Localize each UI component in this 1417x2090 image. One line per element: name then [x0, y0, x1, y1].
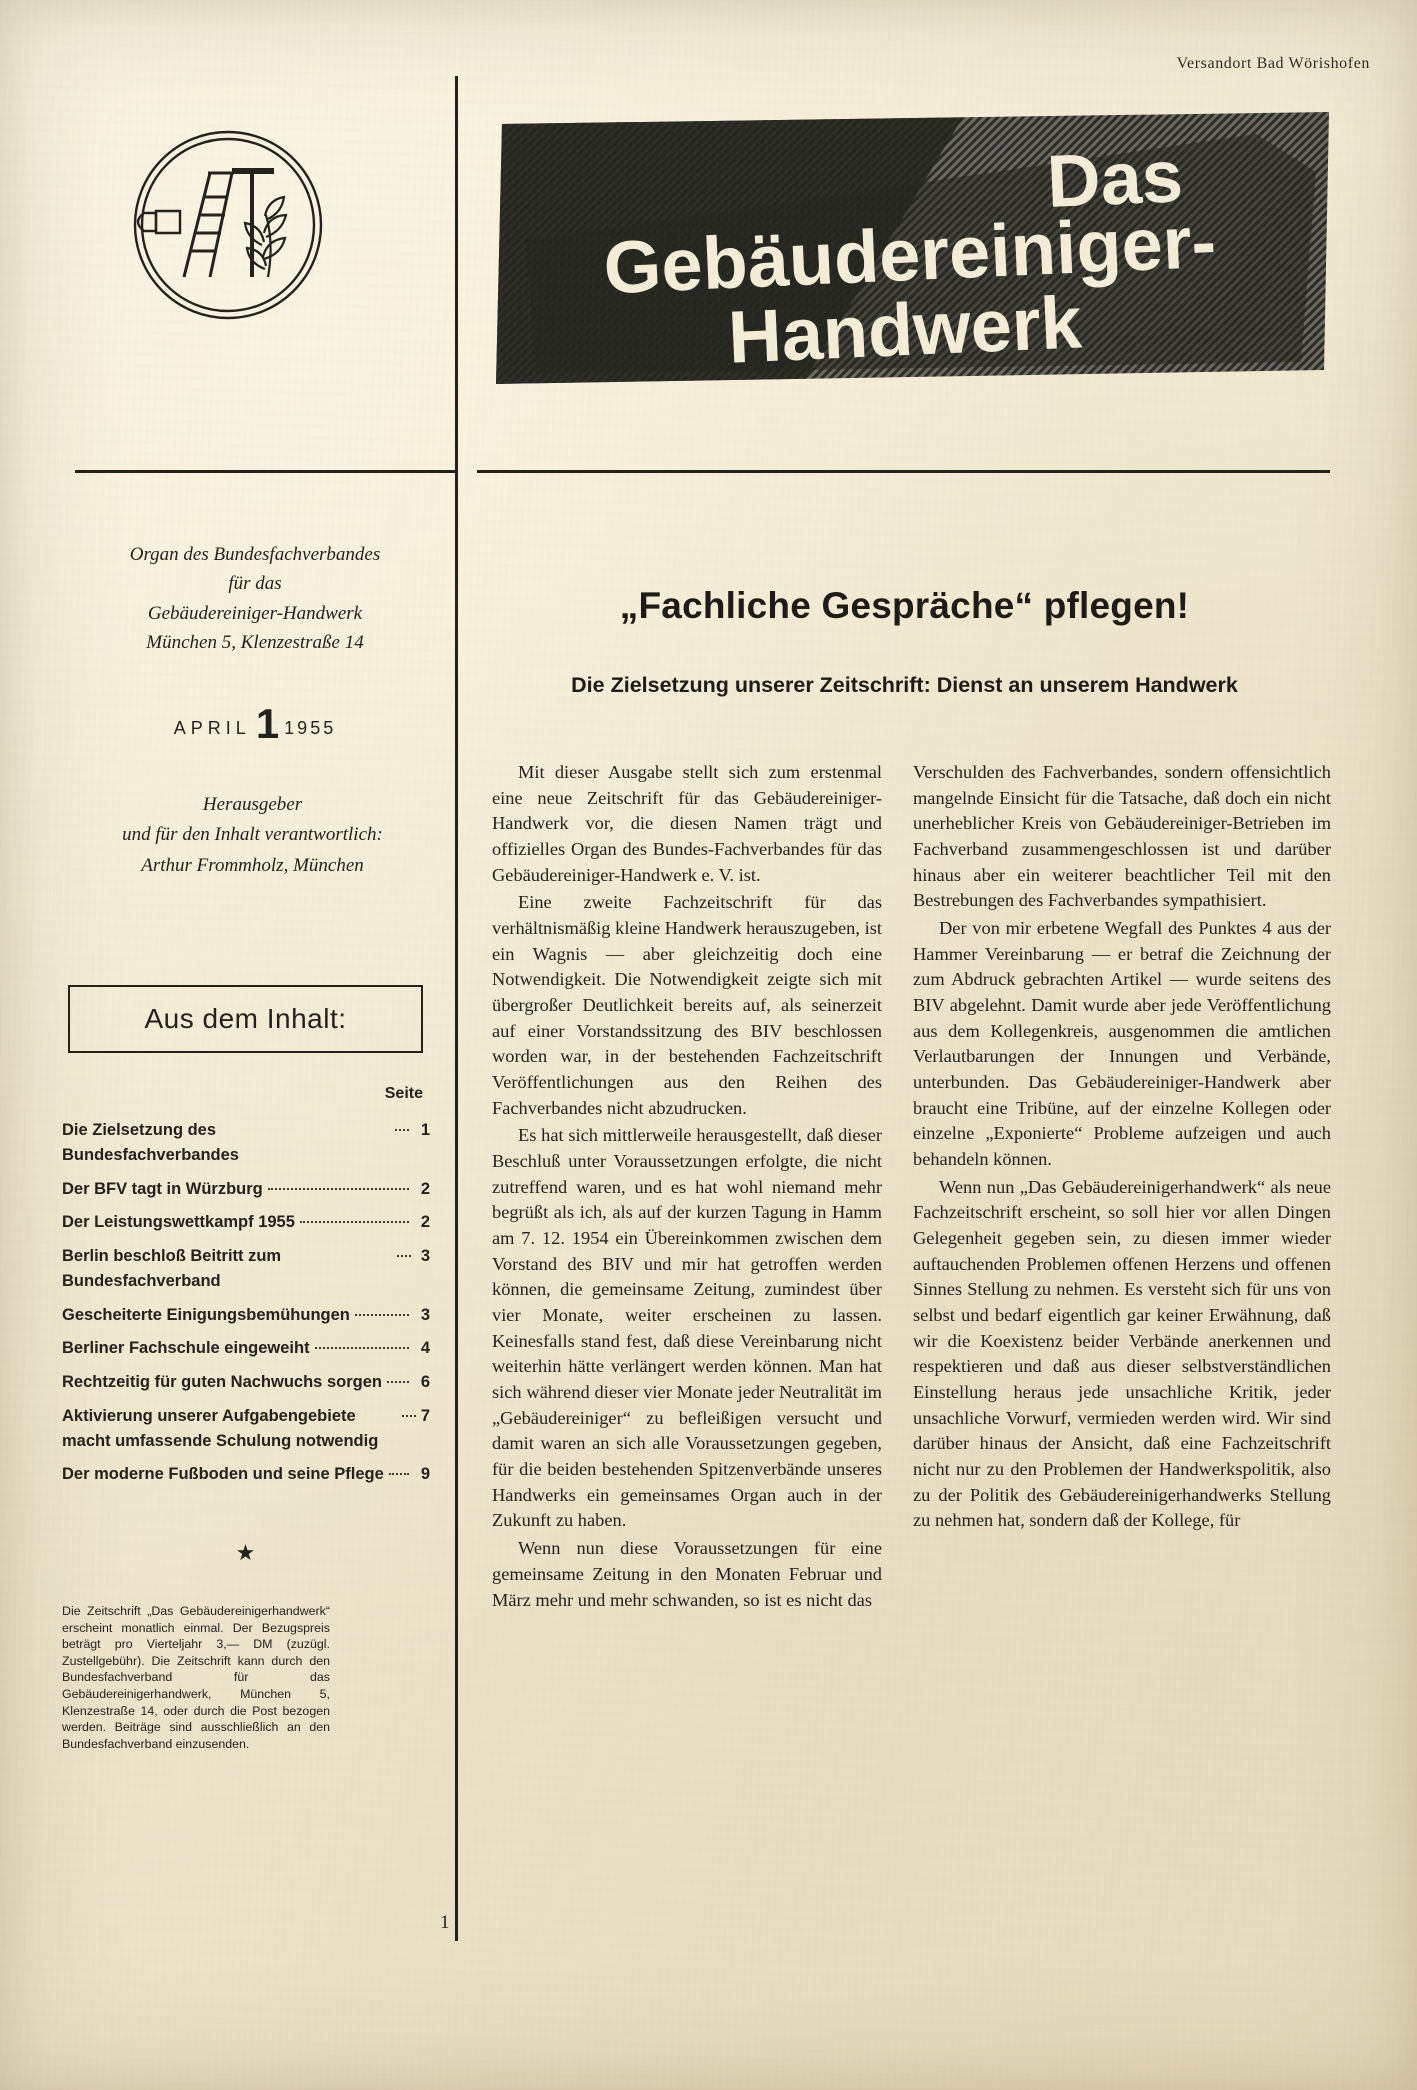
guild-emblem — [92, 127, 364, 323]
leader-dots — [387, 1381, 409, 1383]
issue-year: 1955 — [284, 718, 337, 738]
organ-line-2: für das — [228, 573, 282, 595]
leader-dots — [268, 1188, 409, 1190]
contents-item-page: 2 — [420, 1213, 430, 1232]
organ-statement — [70, 540, 440, 658]
list-item[interactable] — [62, 1210, 430, 1235]
leader-dots — [355, 1314, 409, 1316]
list-item[interactable] — [62, 1404, 430, 1454]
svg-text:Handwerk: Handwerk — [726, 280, 1084, 379]
list-item[interactable] — [62, 1336, 430, 1361]
list-item[interactable] — [62, 1462, 430, 1487]
contents-item-page: 4 — [420, 1339, 430, 1358]
divider-rule-right — [477, 470, 1330, 473]
page-title: „Fachliche Gespräche“ pflegen! — [619, 585, 1190, 626]
leader-dots — [389, 1473, 409, 1475]
star-ornament-icon: ★ — [235, 1540, 256, 1565]
issue-month: APRIL — [173, 718, 251, 738]
issue-number: 1 — [255, 700, 280, 747]
article-column-right — [913, 760, 1331, 1536]
list-item[interactable] — [62, 1370, 430, 1395]
contents-item-page: 7 — [420, 1406, 430, 1425]
contents-item-page: 9 — [420, 1465, 430, 1484]
paragraph: Wenn nun diese Voraussetzungen für eine gemeinsame Zeitung in den Monaten Februar und März mehr und mehr schwanden, so ist es nicht das — [492, 1538, 882, 1610]
list-item[interactable] — [62, 1244, 430, 1294]
paragraph: Mit dieser Ausgabe stellt sich zum erstenmal eine neue Zeitschrift für das Gebäudereiniger-Handwerk vor, die diesen Namen trägt und offizielles Organ des Bundes-Fachverbandes für das Gebäudereiniger-Handwerk e. V. ist. — [492, 762, 882, 885]
leader-dots — [315, 1347, 409, 1349]
publisher-line-2: und für den Inhalt verantwortlich: — [122, 824, 383, 846]
contents-item-label: Gescheiterte Einigungsbemühungen — [62, 1305, 350, 1324]
contents-item-label: Rechtzeitig für guten Nachwuchs sorgen — [62, 1373, 382, 1391]
organ-line-4: München 5, Klenzestraße 14 — [146, 632, 364, 654]
organ-line-1: Organ des Bundesfachverbandes — [129, 544, 381, 565]
svg-text:Das: Das — [1045, 134, 1185, 223]
divider-rule-vertical — [455, 76, 458, 1941]
svg-text:Gebäudereiniger-: Gebäudereiniger- — [602, 199, 1218, 310]
page-subtitle: Die Zielsetzung unserer Zeitschrift: Dienst an unserem Handwerk — [571, 673, 1238, 697]
list-item[interactable] — [62, 1118, 430, 1168]
paragraph: Es hat sich mittlerweile herausgestellt, daß dieser Beschluß unter Voraussetzungen erfolgte, die nicht zutreffend waren, und es hat wohl niemand mehr begrüßt als ich, als auf der kurzen Tagung in Hamm am 7. 12. 1954 ein Übereinkommen zwischen dem Vorstand des BIV und mir hat getroffen werden können, die gemeinsame Zeitung, zumindest über vier Monate, weiter erscheinen zu lassen. Keinesfalls stand fest, daß diese Vereinbarung nicht weiterhin hätte verlängert werden können. Man hat sich während dieser vier Monate jeder Neutralität im „Gebäudereiniger“ zu befleißigen versucht und damit waren an sich alle Voraussetzungen gegeben, für die beiden bestehenden Spitzenverbände unseres Handwerks ein gemeinsames Organ auch in der Zukunft zu haben. — [492, 1125, 882, 1531]
paragraph: Eine zweite Fachzeitschrift für das verhältnismäßig kleine Handwerk herauszugeben, ist ein Wagnis — aber gleichzeitig doch eine Notwendigkeit. Die Notwendigkeit zeigte sich mit übergroßer Deutlichkeit bereits auf, als seinerzeit auf einer Vorstandssitzung des BIV beschlossen worden war, in der bestehenden Fachzeitschrift Veröffentlichungen aus den Reihen des Fachverbandes nicht abzudrucken. — [492, 892, 882, 1118]
paragraph: Der von mir erbetene Wegfall des Punktes 4 aus der Hammer Vereinbarung — er betraf die Zeichnung der zum Abdruck gebrachten Artikel — wurde seitens des BIV abgelehnt. Damit wurde aber jede Veröffentlichung aus dem Kollegenkreis, ausgenommen die amtlichen Verlautbarungen der Innungen und Verbände, unterbunden. Das Gebäudereiniger-Handwerk aber braucht eine Tribüne, auf der einzelne Kollegen oder einzelne „Exponierte“ Probleme aufzeigen und auch behandeln können. — [913, 918, 1331, 1170]
organ-line-3: Gebäudereiniger-Handwerk — [147, 602, 363, 624]
contents-item-page: 3 — [420, 1305, 430, 1324]
list-item[interactable] — [62, 1303, 430, 1328]
divider-rule-left — [75, 470, 455, 473]
contents-item-label: Der moderne Fußboden und seine Pflege — [62, 1465, 384, 1484]
paragraph: Wenn nun „Das Gebäudereinigerhandwerk“ als neue Fachzeitschrift erscheint, so soll hier vor allen Dingen Gelegenheit gegeben sein, zu diesen immer wieder auftauchenden Problemen offenen Herzens und offenen Sinnes Stellung zu nehmen. Es versteht sich für uns von selbst und bedarf eigentlich gar keiner Erwähnung, daß wir die Koexistenz beider Verbände anerkennen und respektieren und daß aus dieser selbstverständlichen Einstellung heraus jede unsachliche Kritik, jeder unsachliche Vorwurf, vermieden werden wird. Wir sind darüber hinaus der Ansicht, daß eine Fachzeitschrift nicht nur zu den Problemen der Handwerkspolitik, also zu der Politik des Gebäudereinigerhandwerks Stellung zu nehmen hat, sondern daß der Kollege, für — [913, 1176, 1331, 1531]
contents-list — [62, 1118, 430, 1496]
publisher-block — [55, 790, 450, 881]
paragraph: Verschulden des Fachverbandes, sondern offensichtlich mangelnde Einsicht für die Tatsache, daß doch ein nicht unerheblicher Kreis von Gebäudereiniger-Betrieben im Fachverband zusammengeschlossen ist und darüber hinaus aber ein weiterer beachtlicher Teil mit den Bestrebungen des Fachverbandes sympathisiert. — [913, 762, 1331, 911]
issue-line — [70, 700, 440, 748]
contents-item-page: 6 — [420, 1373, 430, 1391]
article-column-left — [492, 760, 882, 1615]
contents-item-label: Aktivierung unserer Aufgabengebiete macht umfassende Schulung notwendig — [62, 1406, 379, 1450]
page-number: 1 — [440, 1912, 450, 1933]
contents-item-label: Der BFV tagt in Würzburg — [62, 1179, 263, 1198]
contents-item-label: Berliner Fachschule eingeweiht — [62, 1339, 310, 1358]
leader-dots — [397, 1255, 411, 1257]
contents-item-page: 3 — [420, 1247, 430, 1265]
contents-page-header: Seite — [384, 1085, 423, 1102]
masthead-logo — [496, 112, 1329, 395]
imprint-text: Die Zeitschrift „Das Gebäudereinigerhandwerk“ erscheint monatlich einmal. Der Bezugspreis beträgt pro Vierteljahr 3,— DM (zuzügl. Zustellgebühr). Die Zeitschrift kann durch den Bundesfachverband für das Gebäudereinigerhandwerk, München 5, Klenzestraße 14, oder durch die Post bezogen werden. Beiträge sind ausschließlich an den Bundesfachverband einzusenden. — [62, 1604, 330, 1751]
contents-item-page: 2 — [420, 1179, 430, 1198]
leader-dots — [300, 1221, 409, 1223]
leader-dots — [402, 1415, 416, 1417]
mailing-location: Versandort Bad Wörishofen — [1176, 55, 1370, 72]
contents-item-label: Der Leistungswettkampf 1955 — [62, 1213, 295, 1232]
publisher-line-3: Arthur Frommholz, München — [141, 854, 364, 876]
leader-dots — [395, 1129, 409, 1131]
contents-item-label: Die Zielsetzung des Bundesfachverbandes — [62, 1121, 239, 1164]
contents-title: Aus dem Inhalt: — [144, 1003, 347, 1034]
list-item[interactable] — [62, 1177, 430, 1202]
contents-item-page: 1 — [420, 1121, 430, 1139]
publisher-line-1: Herausgeber — [202, 794, 303, 815]
contents-item-label: Berlin beschloß Beitritt zum Bundesfachverband — [62, 1247, 282, 1290]
